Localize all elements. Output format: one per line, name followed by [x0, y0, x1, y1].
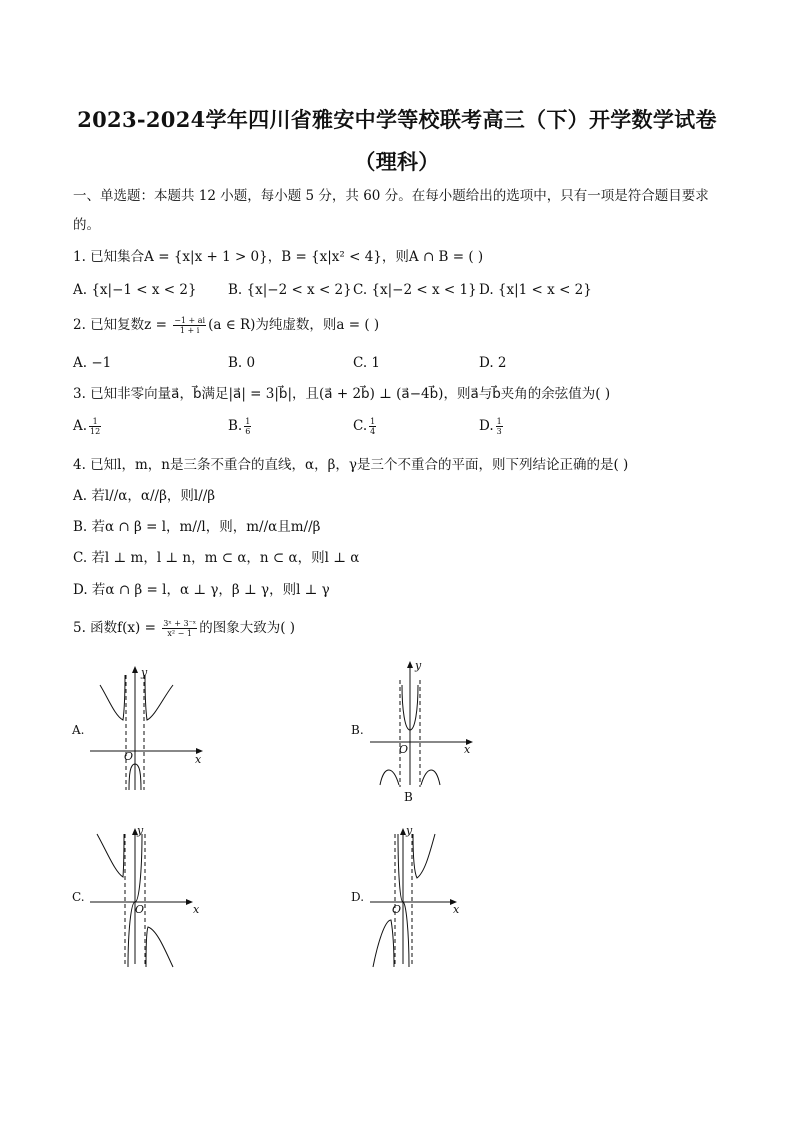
graph-b-caption: B — [404, 790, 413, 804]
q3-c-letter: C. — [353, 418, 368, 434]
q5-fraction — [162, 619, 197, 638]
graph-c-x-arrow — [186, 899, 193, 905]
q3-option-a — [73, 417, 103, 436]
graph-c-label: C. — [72, 890, 85, 904]
graph-c-y-label: y — [137, 824, 144, 837]
graph-c-curve-left — [97, 834, 124, 877]
question-1-stem: 1. 已知集合A = {x|x + 1 > 0}，B = {x|x² < 4}，则A ∩ B = ( ) — [73, 249, 484, 265]
graph-b-y-label: y — [415, 659, 422, 672]
q2-stem-post: (a ∈ R)为纯虚数，则a = ( ) — [208, 317, 380, 333]
graph-b-y-arrow — [407, 661, 413, 668]
q3-b-letter: B. — [228, 418, 243, 434]
q1-option-b: B. {x|−2 < x < 2} — [228, 282, 352, 298]
q3-c-den: 4 — [370, 427, 376, 436]
q5-stem-post: 的图象大致为( ) — [199, 620, 296, 636]
graph-a-origin-label: O — [124, 750, 134, 763]
q5-frac-den: x² − 1 — [167, 629, 193, 638]
question-4-stem: 4. 已知l，m，n是三条不重合的直线，α，β，γ是三个不重合的平面，则下列结论正确的是( ) — [73, 457, 629, 473]
question-2-stem — [73, 316, 379, 335]
graph-b — [365, 655, 495, 790]
q3-option-d — [479, 417, 505, 436]
q4-option-a: A. 若l//α，α//β，则l//β — [73, 488, 216, 504]
q3-c-num: 1 — [370, 417, 376, 426]
graph-a-curve-right — [145, 675, 173, 720]
graph-b-label: B. — [351, 723, 364, 737]
q2-frac-den: 1 + i — [179, 326, 200, 335]
q4-option-c: C. 若l ⊥ m，l ⊥ n，m ⊂ α，n ⊂ α，则l ⊥ α — [73, 550, 360, 566]
q5-frac-num: 3ˣ + 3⁻ˣ — [163, 619, 197, 628]
graph-b-curve-right — [421, 770, 440, 785]
q2-frac-num: −1 + ai — [174, 316, 206, 325]
graph-a-y-label: y — [141, 666, 148, 679]
graph-a-curve-left — [100, 675, 125, 720]
graph-d-x-label: x — [453, 903, 460, 916]
graph-c — [85, 822, 215, 967]
q3-option-b — [228, 417, 253, 436]
q2-option-a: A. −1 — [73, 355, 112, 371]
q3-a-den: 12 — [90, 427, 101, 436]
graph-b-curve-left — [380, 770, 399, 785]
graph-a-y-arrow — [132, 666, 138, 673]
q2-stem-pre: 2. 已知复数z = — [73, 317, 172, 333]
graph-b-x-label: x — [464, 743, 471, 756]
q4-option-b: B. 若α ∩ β = l，m//l，则，m//α且m//β — [73, 519, 321, 535]
graph-d-label: D. — [351, 890, 365, 904]
q4-option-d: D. 若α ∩ β = l，α ⊥ γ，β ⊥ γ，则l ⊥ γ — [73, 582, 330, 598]
q2-option-b: B. 0 — [228, 355, 256, 371]
section-heading: 一、单选题：本题共 12 小题，每小题 5 分，共 60 分。在每小题给出的选项中，只有一项是符合题目要求 — [73, 188, 709, 204]
q3-d-num: 1 — [496, 417, 502, 426]
q2-fraction — [173, 316, 206, 335]
graph-d-curve-right — [413, 834, 435, 878]
q3-d-den: 3 — [496, 427, 502, 436]
graph-d-origin-label: O — [392, 903, 402, 916]
q3-b-num: 1 — [245, 417, 251, 426]
graph-c-x-label: x — [193, 903, 200, 916]
exam-subtitle: （理科） — [354, 149, 440, 174]
q3-a-num: 1 — [89, 417, 101, 427]
q1-option-a: A. {x|−1 < x < 2} — [73, 282, 197, 298]
graph-d-curve-left — [373, 920, 394, 967]
graph-a-label: A. — [72, 723, 85, 737]
question-3-stem: 3. 已知非零向量a⃗，b⃗满足|a⃗| = 3|b⃗|，且(a⃗ + 2b⃗) ⊥ (a⃗−4b⃗)，则a⃗与b⃗夹角的余弦值为( ) — [73, 386, 611, 402]
graph-a — [85, 660, 215, 795]
exam-title: 2023-2024学年四川省雅安中学等校联考高三（下）开学数学试卷 — [77, 107, 717, 132]
q5-stem-pre: 5. 函数f(x) = — [73, 620, 161, 636]
q1-option-c: C. {x|−2 < x < 1} — [353, 282, 477, 298]
question-5-stem — [73, 619, 295, 638]
graph-d-y-label: y — [406, 824, 413, 837]
graph-d — [365, 822, 495, 967]
q3-option-c — [353, 417, 378, 436]
graph-a-x-label: x — [195, 753, 202, 766]
section-heading-cont: 的。 — [73, 217, 100, 233]
q3-a-letter: A. — [73, 418, 88, 434]
graph-c-curve-right — [146, 927, 173, 967]
q2-option-d: D. 2 — [479, 355, 507, 371]
q2-option-c: C. 1 — [353, 355, 381, 371]
graph-b-origin-label: O — [399, 743, 409, 756]
graph-c-origin-label: O — [135, 903, 145, 916]
q3-d-letter: D. — [479, 418, 494, 434]
q1-option-d: D. {x|1 < x < 2} — [479, 282, 592, 298]
q3-b-den: 6 — [245, 427, 251, 436]
